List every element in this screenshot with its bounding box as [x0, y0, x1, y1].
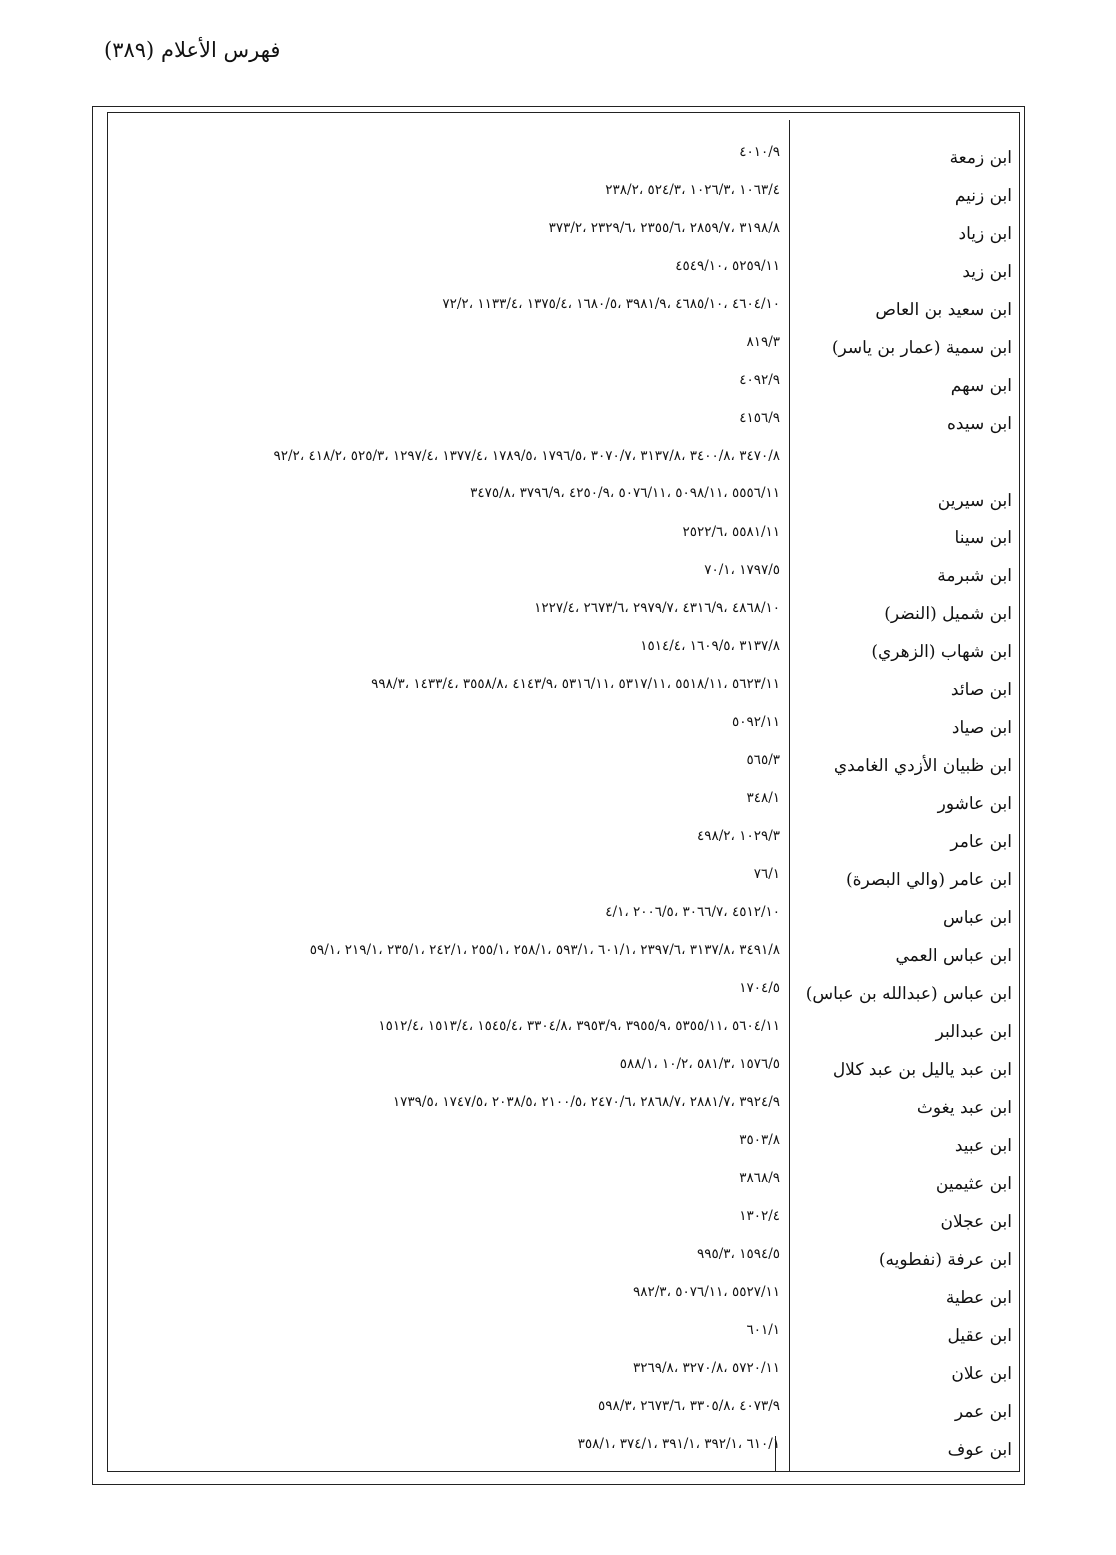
- index-entry: [0, 1018, 1116, 1046]
- entry-refs: ١٧٩٧/٥ ،٧٠/١: [704, 562, 780, 578]
- index-entry: [0, 296, 1116, 324]
- entry-refs: ٨١٩/٣: [746, 334, 780, 350]
- entry-name: ابن شهاب (الزهري): [871, 642, 1012, 662]
- entry-name: ابن عامر: [950, 832, 1012, 852]
- entry-name: ابن زياد: [958, 224, 1012, 244]
- entry-name: ابن زيد: [962, 262, 1012, 282]
- index-entry: [0, 1322, 1116, 1350]
- entry-refs: ٥٦٠٤/١١ ،٥٣٥٥/١١ ،٣٩٥٥/٩ ،٣٩٥٣/٩ ،٣٣٠٤/٨ ،١٥٤٥/٤ ،١٥١٣/٤ ،١٥١٢/٤: [378, 1018, 780, 1034]
- index-entry: [0, 1056, 1116, 1084]
- entry-name: ابن علان: [951, 1364, 1012, 1384]
- index-entry: [0, 714, 1116, 742]
- entry-refs: ٤٠٧٣/٩ ،٣٣٠٥/٨ ،٢٦٧٣/٦ ،٥٩٨/٣: [598, 1398, 780, 1414]
- entry-refs: ٤٠٩٢/٩: [739, 372, 780, 388]
- index-entry: [0, 1208, 1116, 1236]
- entry-refs: ٥٦٥/٣: [746, 752, 780, 768]
- entry-name: ابن عباس: [942, 908, 1012, 928]
- index-entry: [0, 638, 1116, 666]
- entry-refs-continued: ٥٥٥٦/١١ ،٥٠٩٨/١١ ،٥٠٧٦/١١ ،٤٢٥٠/٩ ،٣٧٩٦/٩ ،٣٤٧٥/٨: [470, 485, 780, 501]
- entry-refs: ٣٨٦٨/٩: [739, 1170, 780, 1186]
- index-entry: [0, 790, 1116, 818]
- entry-refs: ١٥٩٤/٥ ،٩٩٥/٣: [696, 1246, 780, 1262]
- entry-refs: ١٣٠٢/٤: [739, 1208, 780, 1224]
- index-entry: [0, 410, 1116, 438]
- entry-name: ابن صائد: [950, 680, 1012, 700]
- entry-name: ابن عمر: [954, 1402, 1012, 1422]
- entry-refs: ٤٥١٢/١٠ ،٣٠٦٦/٧ ،٢٠٠٦/٥ ،٤/١: [605, 904, 780, 920]
- index-entry: [0, 562, 1116, 590]
- index-entry: [0, 334, 1116, 362]
- entry-name: ابن عباس العمي: [895, 946, 1012, 966]
- entry-name: ابن سعيد بن العاص: [875, 300, 1012, 320]
- index-entry: [0, 980, 1116, 1008]
- index-entry: [0, 1170, 1116, 1198]
- entry-name: ابن عبد ياليل بن عبد كلال: [832, 1060, 1012, 1080]
- running-head: [104, 38, 280, 62]
- index-entry: [0, 942, 1116, 970]
- entry-refs: ٤٦٠٤/١٠ ،٤٦٨٥/١٠ ،٣٩٨١/٩ ،١٦٨٠/٥ ،١٣٧٥/٤ ،١١٣٣/٤ ،٧٢/٢: [442, 296, 780, 312]
- entry-refs: ٤٠١٠/٩: [739, 144, 780, 160]
- entry-name: ابن سهم: [950, 376, 1012, 396]
- entry-refs: ٥٧٢٠/١١ ،٣٢٧٠/٨ ،٣٢٦٩/٨: [633, 1360, 780, 1376]
- entry-refs: ٤١٥٦/٩: [739, 410, 780, 426]
- entry-name: ابن عثيمين: [935, 1174, 1012, 1194]
- index-entry: [0, 866, 1116, 894]
- entry-name: ابن شبرمة: [937, 566, 1012, 586]
- index-entry: [0, 600, 1116, 628]
- index-title: فهرس الأعلام: [160, 38, 281, 62]
- index-entry: [0, 1132, 1116, 1160]
- entry-refs: ١٠٢٩/٣ ،٤٩٨/٢: [696, 828, 780, 844]
- index-entry: [0, 372, 1116, 400]
- entry-name: ابن زمعة: [949, 148, 1012, 168]
- entry-name: ابن ظبيان الأزدي الغامدي: [833, 756, 1012, 776]
- entry-name: ابن عبد يغوث: [916, 1098, 1012, 1118]
- entry-name: ابن عقيل: [947, 1326, 1012, 1346]
- entry-name: ابن شميل (النضر): [884, 604, 1012, 624]
- index-entry: [0, 182, 1116, 210]
- index-entry: [0, 524, 1116, 552]
- page-number: (٣٨٩): [104, 38, 155, 62]
- entry-refs: ٣٤٨/١: [746, 790, 780, 806]
- entry-refs: ٣١٣٧/٨ ،١٦٠٩/٥ ،١٥١٤/٤: [640, 638, 780, 654]
- index-entry: [0, 1246, 1116, 1274]
- entry-refs: ٧٦/١: [753, 866, 780, 882]
- entry-refs: ٥٦٢٣/١١ ،٥٥١٨/١١ ،٥٣١٧/١١ ،٥٣١٦/١١ ،٤١٤٣/٩ ،٣٥٥٨/٨ ،١٤٣٣/٤ ،٩٩٨/٣: [371, 676, 780, 692]
- entry-name: ابن عرفة (نفطويه): [878, 1250, 1012, 1270]
- entry-name: ابن زنيم: [954, 186, 1012, 206]
- entry-refs: ٤٨٦٨/١٠ ،٤٣١٦/٩ ،٢٩٧٩/٧ ،٢٦٧٣/٦ ،١٢٢٧/٤: [534, 600, 780, 616]
- entry-refs: ١٧٠٤/٥: [739, 980, 780, 996]
- entry-name: ابن سينا: [954, 528, 1012, 548]
- index-entry: [0, 220, 1116, 248]
- entry-name: ابن عطية: [945, 1288, 1012, 1308]
- index-entry: [0, 1360, 1116, 1388]
- entry-name: ابن سمية (عمار بن ياسر): [831, 338, 1012, 358]
- entry-refs: ٦١٠/١ ،٣٩٢/١ ،٣٩١/١ ،٣٧٤/١ ،٣٥٨/١: [577, 1436, 780, 1452]
- index-entry: [0, 904, 1116, 932]
- index-entry: [0, 1094, 1116, 1122]
- entry-name: ابن سيرين: [937, 491, 1012, 511]
- entry-refs: ٥٢٥٩/١١ ،٤٥٤٩/١٠: [675, 258, 780, 274]
- entry-refs: ٣٥٠٣/٨: [739, 1132, 780, 1148]
- entry-name: ابن سيده: [946, 414, 1012, 434]
- entry-refs: ٦٠١/١: [746, 1322, 780, 1338]
- index-entry: [0, 1436, 1116, 1464]
- index-entry: [0, 676, 1116, 704]
- entry-name: ابن صياد: [951, 718, 1012, 738]
- index-entry: [0, 144, 1116, 172]
- index-entry: [0, 448, 1116, 518]
- entry-refs: ٣٩٢٤/٩ ،٢٨٨١/٧ ،٢٨٦٨/٧ ،٢٤٧٠/٦ ،٢١٠٠/٥ ،٢٠٣٨/٥ ،١٧٤٧/٥ ،١٧٣٩/٥: [392, 1094, 780, 1110]
- entry-refs: ١٠٦٣/٤ ،١٠٢٦/٣ ،٥٢٤/٣ ،٢٣٨/٢: [605, 182, 780, 198]
- entry-refs: ٥٥٨١/١١ ،٢٥٢٢/٦: [682, 524, 780, 540]
- entry-refs: ٥٠٩٢/١١: [731, 714, 780, 730]
- index-entry: [0, 1398, 1116, 1426]
- entry-name: ابن عباس (عبدالله بن عباس): [805, 984, 1012, 1004]
- index-entry: [0, 752, 1116, 780]
- entry-name: ابن عبدالبر: [935, 1022, 1012, 1042]
- entry-name: ابن عاشور: [937, 794, 1012, 814]
- entry-refs: ٣٤٩١/٨ ،٣١٣٧/٨ ،٢٣٩٧/٦ ،٦٠١/١ ،٥٩٣/١ ،٢٥٨/١ ،٢٥٥/١ ،٢٤٢/١ ،٢٣٥/١ ،٢١٩/١ ،٥٩/١: [309, 942, 780, 958]
- entry-name: ابن عوف: [947, 1440, 1012, 1460]
- entry-refs: ١٥٧٦/٥ ،٥٨١/٣ ،١٠/٢ ،٥٨٨/١: [619, 1056, 780, 1072]
- entry-refs: ٣١٩٨/٨ ،٢٨٥٩/٧ ،٢٣٥٥/٦ ،٢٣٢٩/٦ ،٣٧٣/٢: [548, 220, 780, 236]
- entry-name: ابن عامر (والي البصرة): [845, 870, 1012, 890]
- entry-name: ابن عجلان: [940, 1212, 1012, 1232]
- entry-refs: ٣٤٧٠/٨ ،٣٤٠٠/٨ ،٣١٣٧/٨ ،٣٠٧٠/٧ ،١٧٩٦/٥ ،١٧٨٩/٥ ،١٣٧٧/٤ ،١٢٩٧/٤ ،٥٢٥/٣ ،٤١٨/٢ ،٩٢/٢: [273, 448, 780, 464]
- index-entry: [0, 258, 1116, 286]
- index-entry: [0, 828, 1116, 856]
- index-entry: [0, 1284, 1116, 1312]
- entry-name: ابن عبيد: [954, 1136, 1012, 1156]
- entry-refs: ٥٥٢٧/١١ ،٥٠٧٦/١١ ،٩٨٢/٣: [633, 1284, 780, 1300]
